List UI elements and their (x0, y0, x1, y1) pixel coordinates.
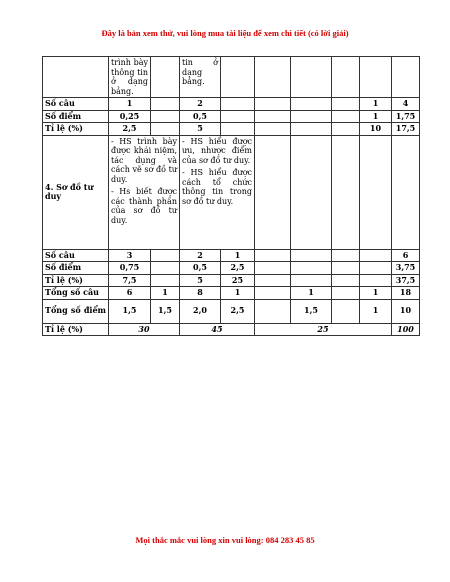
cell-value: 7,5 (109, 274, 151, 287)
row-label: Số điểm (43, 262, 109, 275)
cell-value: 0,75 (109, 262, 151, 275)
desc-understanding-2: - HS hiểu được cách tổ chức thông tin trong sơ đồ tư duy. (182, 168, 252, 206)
assessment-matrix-table (42, 56, 420, 336)
cell-value: 0,5 (180, 110, 221, 123)
cell-value: 1 (291, 287, 332, 300)
desc-understanding-1: - HS hiểu được ưu, nhược điểm của sơ đồ tư duy. (182, 136, 252, 165)
cell-description (109, 135, 180, 249)
table-row (43, 323, 420, 336)
cell-value: 1 (360, 98, 392, 111)
table-row (43, 249, 420, 262)
cell-value: 8 (180, 287, 221, 300)
cell-value: 1 (109, 98, 151, 111)
table-row (43, 287, 420, 300)
cell-total: 37,5 (392, 274, 420, 287)
cell-value: 3 (109, 249, 151, 262)
row-label: Tổng số điểm (43, 299, 109, 323)
row-label: Tổng số câu (43, 287, 109, 300)
row-label: Tỉ lệ (%) (43, 323, 109, 336)
cell-value: 10 (360, 123, 392, 136)
row-label: Số điểm (43, 110, 109, 123)
preview-notice: Đây là bản xem thử, vui lòng mua tài liệu để xem chi tiết (có lời giải) (101, 28, 349, 38)
cell-value: 0,25 (109, 110, 151, 123)
cell-value: 5 (180, 274, 221, 287)
cell-value: 5 (180, 123, 221, 136)
cell-value: 2,5 (109, 123, 151, 136)
cell-group-percent: 45 (180, 323, 255, 336)
table-row (43, 98, 420, 111)
cell-total: 10 (392, 299, 420, 323)
table-row (43, 262, 420, 275)
cell-topic (43, 57, 109, 98)
cell-value: 1,5 (291, 299, 332, 323)
table-row (43, 135, 420, 249)
cell-value: 1 (221, 249, 255, 262)
cell-description: trình bày thông tin ở dạng bảng. (109, 57, 151, 98)
cell-value: 0,5 (180, 262, 221, 275)
cell-total: 17,5 (392, 123, 420, 136)
cell-value: 1 (360, 287, 392, 300)
table-row (43, 57, 420, 98)
cell-value: 6 (109, 287, 151, 300)
cell-total: 3,75 (392, 262, 420, 275)
desc-recognition-2: - Hs biết được các thành phần của sơ đồ tư duy. (111, 187, 177, 225)
cell-value: 2 (180, 98, 221, 111)
cell-value: 1,5 (151, 299, 180, 323)
row-label: Số câu (43, 249, 109, 262)
cell-total: 6 (392, 249, 420, 262)
table-row (43, 299, 420, 323)
desc-recognition-1: - HS trình bày được khái niệm, tác dụng và cách vẽ sơ đồ tư duy. (111, 136, 177, 184)
cell-value: 25 (221, 274, 255, 287)
topic-title: 4. Sơ đồ tư duy (43, 135, 109, 249)
cell-description (180, 135, 255, 249)
row-label: Số câu (43, 98, 109, 111)
cell-value: 2,0 (180, 299, 221, 323)
row-label: Tỉ lệ (%) (43, 274, 109, 287)
cell-description: tin ở dạng bảng. (180, 57, 221, 98)
contact-notice: Mọi thắc mắc vui lòng xin vui lòng: 084 283 45 85 (135, 535, 315, 545)
table-row (43, 274, 420, 287)
table-row (43, 110, 420, 123)
cell-value: 2 (180, 249, 221, 262)
cell-group-percent: 30 (109, 323, 180, 336)
cell-value: 1 (360, 110, 392, 123)
cell-total: 4 (392, 98, 420, 111)
cell-total: 18 (392, 287, 420, 300)
cell-value: 1 (151, 287, 180, 300)
cell-group-percent: 25 (255, 323, 392, 336)
cell-value: 2,5 (221, 262, 255, 275)
cell-total: 1,75 (392, 110, 420, 123)
row-label: Tỉ lệ (%) (43, 123, 109, 136)
cell-value: 1 (360, 299, 392, 323)
cell-value: 1 (221, 287, 255, 300)
table-row (43, 123, 420, 136)
cell-value: 1,5 (109, 299, 151, 323)
cell-total: 100 (392, 323, 420, 336)
cell-value: 2,5 (221, 299, 255, 323)
